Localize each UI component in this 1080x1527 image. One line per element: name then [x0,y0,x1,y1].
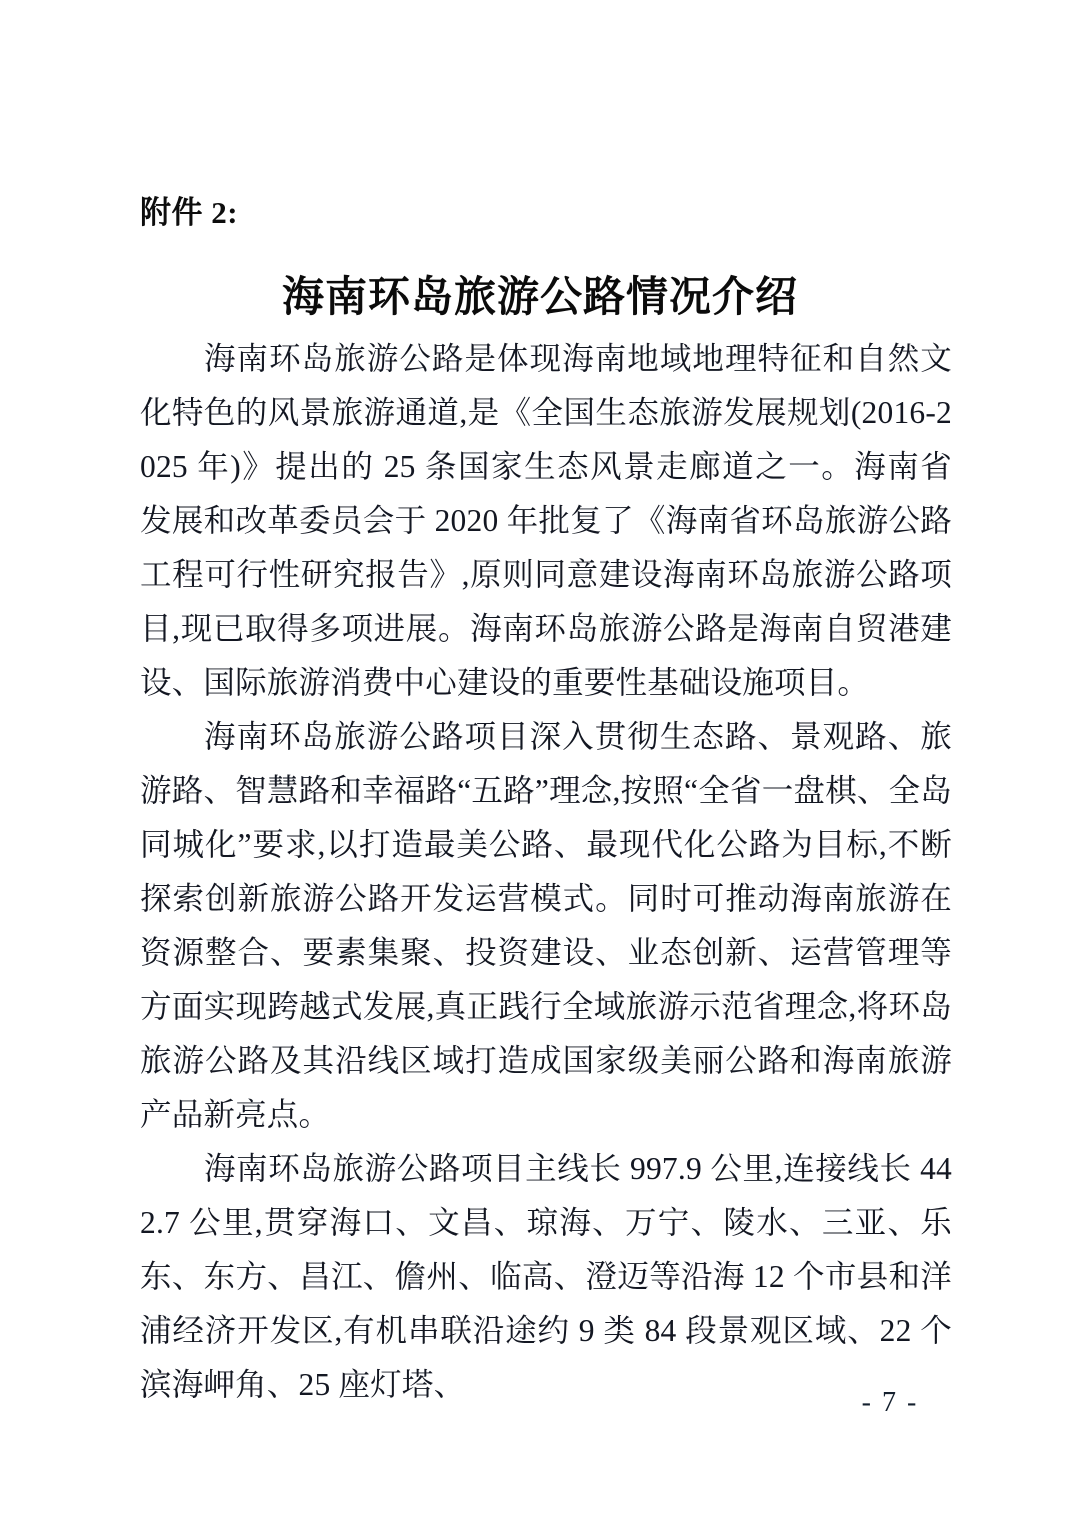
attachment-label: 附件 2: [140,195,239,230]
document-body [140,332,952,1412]
page-number-footer [0,1385,1080,1421]
body-paragraph-2: 海南环岛旅游公路项目深入贯彻生态路、景观路、旅游路、智慧路和幸福路“五路”理念,按照“全省一盘棋、全岛同城化”要求,以打造最美公路、最现代化公路为目标,不断探索创新旅游公路开发运营模式。同时可推动海南旅游在资源整合、要素集聚、投资建设、业态创新、运营管理等方面实现跨越式发展,真正践行全域旅游示范省理念,将环岛旅游公路及其沿线区域打造成国家级美丽公路和海南旅游产品新亮点。 [140,719,952,1132]
body-paragraph-1: 海南环岛旅游公路是体现海南地域地理特征和自然文化特色的风景旅游通道,是《全国生态旅游发展规划(2016-2025 年)》提出的 25 条国家生态风景走廊道之一。海南省发展和改革委员会于 2020 年批复了《海南省环岛旅游公路工程可行性研究报告》,原则同意建设海南环岛旅游公路项目,现已取得多项进展。海南环岛旅游公路是海南自贸港建设、国际旅游消费中心建设的重要性基础设施项目。 [140,341,952,700]
page-number: - 7 - [861,1387,919,1418]
body-paragraph-3: 海南环岛旅游公路项目主线长 997.9 公里,连接线长 442.7 公里,贯穿海口、文昌、琼海、万宁、陵水、三亚、乐东、东方、昌江、儋州、临高、澄迈等沿海 12 个市县和洋浦经济开发区,有机串联沿途约 9 类 84 段景观区域、22 个滨海岬角、25 座灯塔、 [140,1151,952,1402]
page-title: 海南环岛旅游公路情况介绍 [281,275,798,322]
